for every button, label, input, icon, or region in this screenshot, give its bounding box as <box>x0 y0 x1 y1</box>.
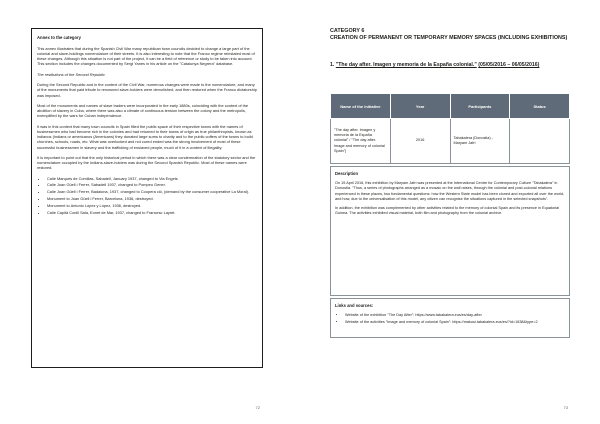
restitutions-paragraph: It is important to point out that the only historical period in which there was a clear condemnation of the statutory sector and the nomenclature occupied by the Indians-slave-holders was during the Second Spanish Republic. Most of these names were restored. <box>37 154 256 171</box>
category-subtitle: CREATION OF PERMANENT OR TEMPORARY MEMORY SPACES (INCLUDING EXHIBITIONS) <box>330 35 568 42</box>
initiative-table <box>330 93 570 164</box>
link-item[interactable]: • Website of the activities "Image and memory of colonial Spain": https://makusi.tabakalera.eus/es/?id=1638&type=2 <box>345 320 565 325</box>
list-item: • Calle Capità Conill Sala, Eonet de Mar, 1937, changed to Francesc Layret. <box>47 210 257 215</box>
participants-cell: Tabakalera (Donostia) - Maryam Jafri <box>450 119 510 164</box>
links-section <box>330 298 570 338</box>
list-item: • Calle Marqués de Comillas, Sabadell, January 1937, changed to Via Engels. <box>47 176 257 181</box>
table-header: Name of the initiative <box>331 94 391 119</box>
restitutions-paragraph: Most of the monuments and names of slave traders were incorporated in the early 1880s, coinciding with the context of the abolition of slavery in Cuba, where there was also a climate of continuous tension between the colony and the metropolis, exemplified by the wars for Cuban independence. <box>37 102 249 119</box>
category-header <box>330 28 570 42</box>
description-paragraph: On 15 April 2016, this exhibition by Maryam Jafri was presented at the International Centre for Contemporary Culture "Tabakalera" in Donostia. "Thus, a series of photographs arranged as a mosaic on the wall raises, through the colonial and post-colonial relations experienced in these places, two fundamental questions: how the Western State model has been cloned and exported all over the world, and how, due to the universalisation of this model, any citizen can recognise the situations captured in the selected snapshots". <box>335 180 565 201</box>
annex-box <box>31 28 263 368</box>
year-cell: 2016 <box>390 119 450 164</box>
list-item: • Monument to Joan Güell i Ferrer, Barcelona, 1936, destroyed. <box>47 196 257 201</box>
status-cell <box>510 119 570 164</box>
list-item: • Monument to Antonio López y López, 1936, destroyed. <box>47 203 257 208</box>
link-item[interactable]: • Website of the exhibition "The Day After": https://www.tabakalera.eus/es/day-after <box>345 313 565 318</box>
description-paragraph: In addition, the exhibition was complemented by other activities related to the memory of colonial Spain and its presence in Equatorial Guinea. The activities exhibited visual material, both film and photography from the colonial archive. <box>335 206 560 216</box>
table-header: Status <box>510 94 570 119</box>
page-number: 73 <box>563 405 568 410</box>
list-item: • Calle Joan Güell i Ferrer, Badalona, 1937, changed to Coopera ció, (demand by the consumer cooperative La Moral). <box>47 189 257 194</box>
initiative-name-cell: "The day after. Imagen y memoria de la España colonial" / "The day after. Image and memory of colonial Spain") <box>331 119 391 164</box>
exhibition-name: "The day after. Imagen y memoria de la España colonial." <box>335 62 477 68</box>
description-heading: Description <box>335 171 359 176</box>
links-list <box>335 313 565 325</box>
restitutions-paragraph: It was in this context that many town councils in Spain filled the public space of their respective towns with the names of businessmen who had become rich in the colonies and had returned to their towns of origin as true philanthropists, known as indianos (Indians or americanos (Americans) they donated large sums to charity and to the public coffers of the towns to build churches, schools, roads, etc. What was overlooked and not cured ended was the strong involvement of most of these successful businessmen in slavery and the trafficking of enslaved people, much of it in a context of illegality. <box>37 123 253 150</box>
table-row <box>331 119 570 164</box>
annex-intro-paragraph: This annex illustrates that during the Spanish Civil War many republican town councils decided to change a large part of the colonial and slave-holdings nomenclature of their streets. It is also interesting to note that the Franco regime reinstated most of these changes. Although this situation is not part of the project, it can be a field of reference or study to be taken into account. This section includes the changes documented by Sergi Yanes in his article on the "Catalunya Negrera" database. <box>37 45 255 67</box>
description-section <box>330 166 570 296</box>
links-heading: Links and sources: <box>335 303 374 308</box>
list-item: • Calle Joan Güell i Ferrer, Sabadell 1937, changed to Pompeu Gener. <box>47 182 257 187</box>
category-title: CATEGORY 6 <box>330 28 365 34</box>
exhibition-title <box>330 62 570 69</box>
annex-title: Annex to the category <box>37 35 81 40</box>
restitutions-paragraph: During the Second Republic and in the context of the Civil War, numerous changes were made to the nomenclature, and many of the monuments that paid tribute to renowned slave-holders were demolished, and then restored when the Franco dictatorship was imposed. <box>37 82 257 98</box>
right-page <box>300 0 600 424</box>
page-number: 72 <box>255 405 260 410</box>
table-header: Year <box>390 94 450 119</box>
table-header: Participants <box>450 94 510 119</box>
restitutions-heading: The restitutions of the Second Republic <box>37 71 105 77</box>
exhibition-number: 1. <box>330 62 335 68</box>
exhibition-dates: (05/05/2016 – 06/05/2016) <box>478 62 540 68</box>
street-changes-list <box>37 176 257 215</box>
